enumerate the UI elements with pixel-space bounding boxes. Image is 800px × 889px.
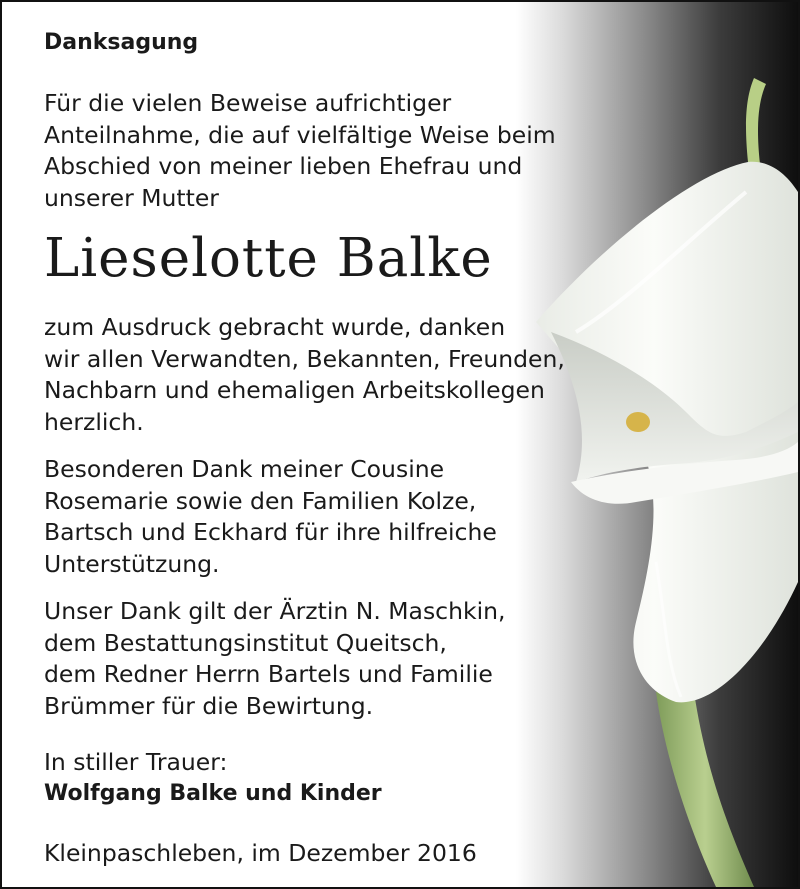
thanks-line: wir allen Verwandten, Bekannten, Freunden, — [44, 344, 565, 373]
further-thanks-line: Unser Dank gilt der Ärztin N. Maschkin, — [44, 597, 506, 625]
intro-line: Anteilnahme, die auf vielfältige Weise beim — [44, 120, 556, 149]
special-thanks-line: Rosemarie sowie den Familien Kolze, — [44, 486, 477, 515]
further-thanks-paragraph — [44, 596, 506, 722]
deceased-name: Lieselotte Balke — [44, 228, 493, 289]
mourning-label: In stiller Trauer: — [44, 748, 228, 776]
signer-name: Wolfgang Balke und Kinder — [44, 781, 382, 806]
notice-heading: Danksagung — [44, 30, 199, 55]
special-thanks-line: Besonderen Dank meiner Cousine — [44, 455, 445, 483]
further-thanks-line: dem Redner Herrn Bartels und Familie — [44, 660, 493, 688]
further-thanks-line: dem Bestattungsinstitut Queitsch, — [44, 628, 447, 657]
thanks-line: herzlich. — [44, 407, 144, 436]
special-thanks-paragraph — [44, 454, 497, 580]
thanks-paragraph — [44, 312, 565, 438]
place-date: Kleinpaschleben, im Dezember 2016 — [44, 839, 477, 867]
calla-lily-panel — [516, 2, 798, 887]
special-thanks-line: Unterstützung. — [44, 549, 220, 578]
intro-line: Für die vielen Beweise aufrichtiger — [44, 89, 452, 117]
intro-line: unserer Mutter — [44, 183, 219, 212]
thanks-line: zum Ausdruck gebracht wurde, danken — [44, 313, 506, 341]
thanks-line: Nachbarn und ehemaligen Arbeitskollegen — [44, 376, 545, 404]
calla-lily-image — [516, 2, 798, 887]
special-thanks-line: Bartsch und Eckhard für ihre hilfreiche — [44, 518, 497, 546]
intro-paragraph — [44, 88, 556, 214]
intro-line: Abschied von meiner lieben Ehefrau und — [44, 152, 523, 180]
further-thanks-line: Brümmer für die Bewirtung. — [44, 691, 374, 720]
